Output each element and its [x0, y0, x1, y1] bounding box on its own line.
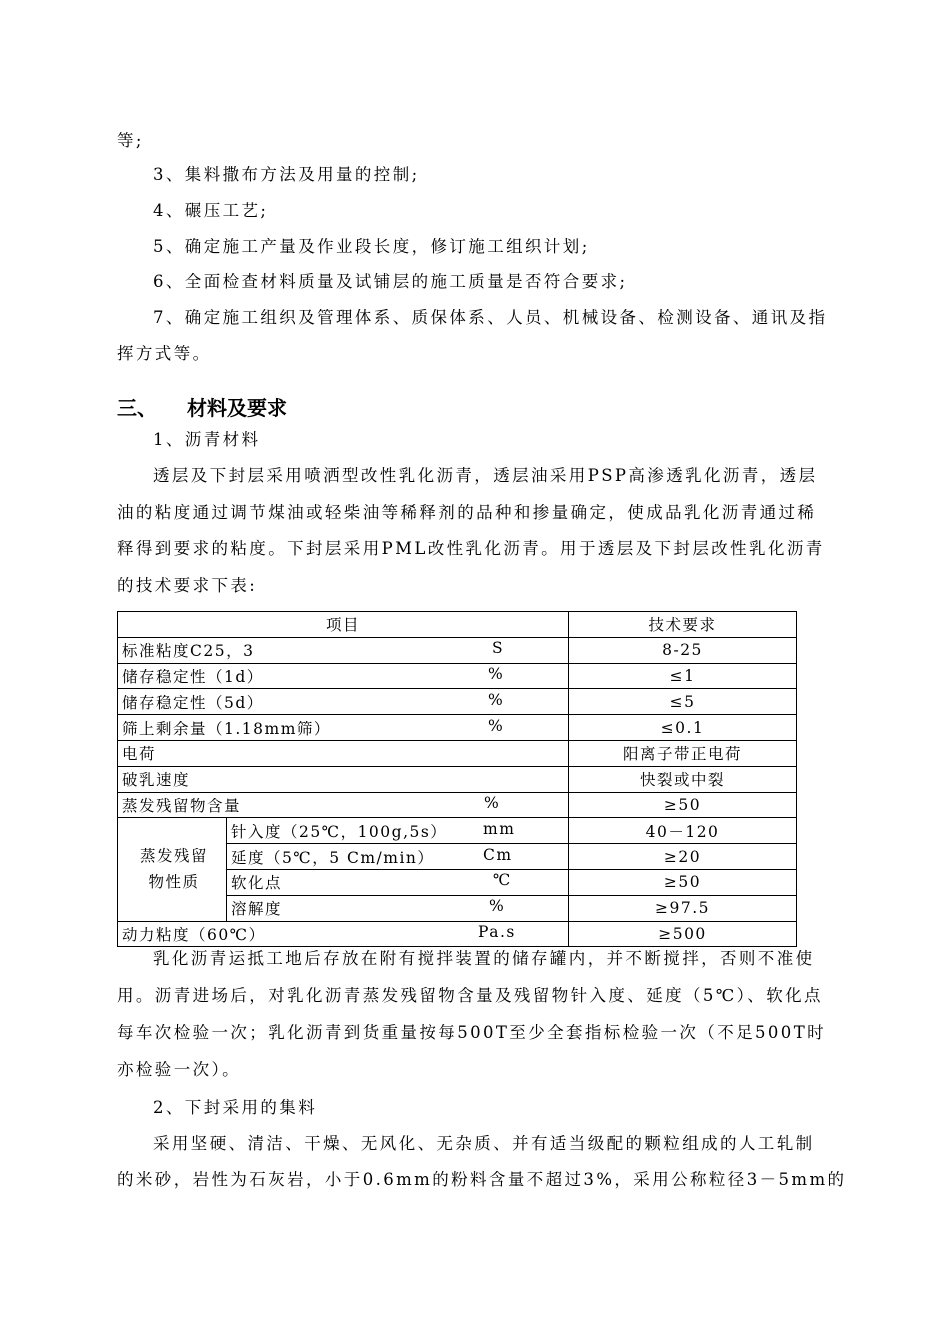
table-row — [118, 715, 797, 741]
text-line: 油的粘度通过调节煤油或轻柴油等稀释剂的品种和掺量确定，使成品乳化沥青通过稀 — [117, 503, 817, 522]
table-cell — [227, 895, 569, 921]
table-row — [118, 740, 797, 766]
text-line: 等; — [117, 131, 144, 150]
text-line: 透层及下封层采用喷洒型改性乳化沥青，透层油采用PSP高渗透乳化沥青，透层 — [153, 466, 818, 485]
group-label-cell — [118, 818, 227, 921]
item-label: 软化点 — [231, 874, 283, 893]
group-label-line: 物性质 — [148, 873, 200, 892]
text-line: 采用坚硬、清洁、干燥、无风化、无杂质、并有适当级配的颗粒组成的人工轧制 — [153, 1134, 815, 1153]
section-number: 三、 — [117, 396, 157, 420]
table-cell — [118, 663, 569, 689]
unit-label: mm — [483, 819, 516, 838]
table-row — [118, 663, 797, 689]
table-header: 项目 — [118, 612, 569, 638]
table-cell: ≥20 — [569, 844, 797, 870]
text-line: 每车次检验一次；乳化沥青到货重量按每500T至少全套指标检验一次（不足500T时 — [117, 1023, 826, 1042]
text-line: 5、确定施工产量及作业段长度，修订施工组织计划; — [153, 237, 590, 256]
text-line: 用。沥青进场后，对乳化沥青蒸发残留物含量及残留物针入度、延度（5℃）、软化点 — [117, 986, 823, 1005]
subsection-title: 1、沥青材料 — [153, 430, 261, 449]
item-label: 储存稳定性（1d） — [122, 667, 264, 686]
table-cell: ≤0.1 — [569, 715, 797, 741]
subsection-title: 2、下封采用的集料 — [153, 1098, 318, 1117]
text-line: 7、确定施工组织及管理体系、质保体系、人员、机械设备、检测设备、通讯及指 — [153, 308, 828, 327]
table-row — [118, 766, 797, 792]
unit-label: % — [488, 664, 505, 683]
table-cell: 快裂或中裂 — [569, 766, 797, 792]
text-line: 6、全面检查材料质量及试铺层的施工质量是否符合要求; — [153, 272, 628, 291]
spec-table — [117, 611, 797, 947]
table-cell: ≥50 — [569, 869, 797, 895]
text-line: 乳化沥青运抵工地后存放在附有搅拌装置的储存罐内，并不断搅拌，否则不准使 — [153, 949, 815, 968]
unit-label: Pa.s — [478, 922, 516, 941]
section-title: 材料及要求 — [187, 396, 287, 420]
table-cell: 8-25 — [569, 637, 797, 663]
unit-label: ℃ — [493, 871, 512, 890]
table-cell — [118, 637, 569, 663]
table-cell: ≤5 — [569, 689, 797, 715]
table-cell: 电荷 — [118, 740, 569, 766]
text-line: 3、集料撒布方法及用量的控制; — [153, 165, 420, 184]
table-row — [118, 818, 797, 844]
text-line: 4、碾压工艺; — [153, 201, 269, 220]
text-line: 挥方式等。 — [117, 344, 212, 363]
item-label: 延度（5℃，5 Cm/min） — [231, 848, 435, 867]
table-cell — [227, 818, 569, 844]
unit-label: % — [488, 716, 505, 735]
table-cell: ≥97.5 — [569, 895, 797, 921]
table-cell — [118, 792, 569, 818]
table-cell — [118, 921, 569, 947]
table-cell — [118, 689, 569, 715]
item-label: 溶解度 — [231, 900, 283, 919]
table-cell: ≥500 — [569, 921, 797, 947]
section-heading — [117, 392, 287, 421]
table-header: 技术要求 — [569, 612, 797, 638]
item-label: 储存稳定性（5d） — [122, 693, 264, 712]
text-line: 的米砂，岩性为石灰岩，小于0.6mm的粉料含量不超过3%，采用公称粒径3－5mm的 — [117, 1170, 847, 1189]
unit-label: % — [484, 793, 501, 812]
table-cell: 阳离子带正电荷 — [569, 740, 797, 766]
table-row — [118, 637, 797, 663]
text-line: 的技术要求下表: — [117, 576, 258, 595]
table-row — [118, 792, 797, 818]
table-cell: ≤1 — [569, 663, 797, 689]
unit-label: % — [489, 897, 506, 916]
item-label: 针入度（25℃，100g,5s） — [231, 822, 448, 841]
table-cell — [118, 715, 569, 741]
table-header-row — [118, 612, 797, 638]
table-cell — [227, 844, 569, 870]
table-cell: 破乳速度 — [118, 766, 569, 792]
unit-label: % — [488, 690, 505, 709]
item-label: 动力粘度（60℃） — [122, 925, 266, 944]
table-cell: ≥50 — [569, 792, 797, 818]
text-line: 释得到要求的粘度。下封层采用PML改性乳化沥青。用于透层及下封层改性乳化沥青 — [117, 539, 825, 558]
table-row — [118, 689, 797, 715]
unit-label: Cm — [483, 845, 513, 864]
table-cell: 40－120 — [569, 818, 797, 844]
unit-label: S — [492, 639, 505, 658]
item-label: 标准粘度C25，3 — [122, 642, 255, 661]
table-cell — [227, 869, 569, 895]
item-label: 蒸发残留物含量 — [122, 796, 242, 815]
group-label-line: 蒸发残留 — [139, 847, 208, 866]
item-label: 筛上剩余量（1.18mm筛） — [122, 719, 331, 738]
table-row — [118, 921, 797, 947]
text-line: 亦检验一次）。 — [117, 1060, 242, 1079]
